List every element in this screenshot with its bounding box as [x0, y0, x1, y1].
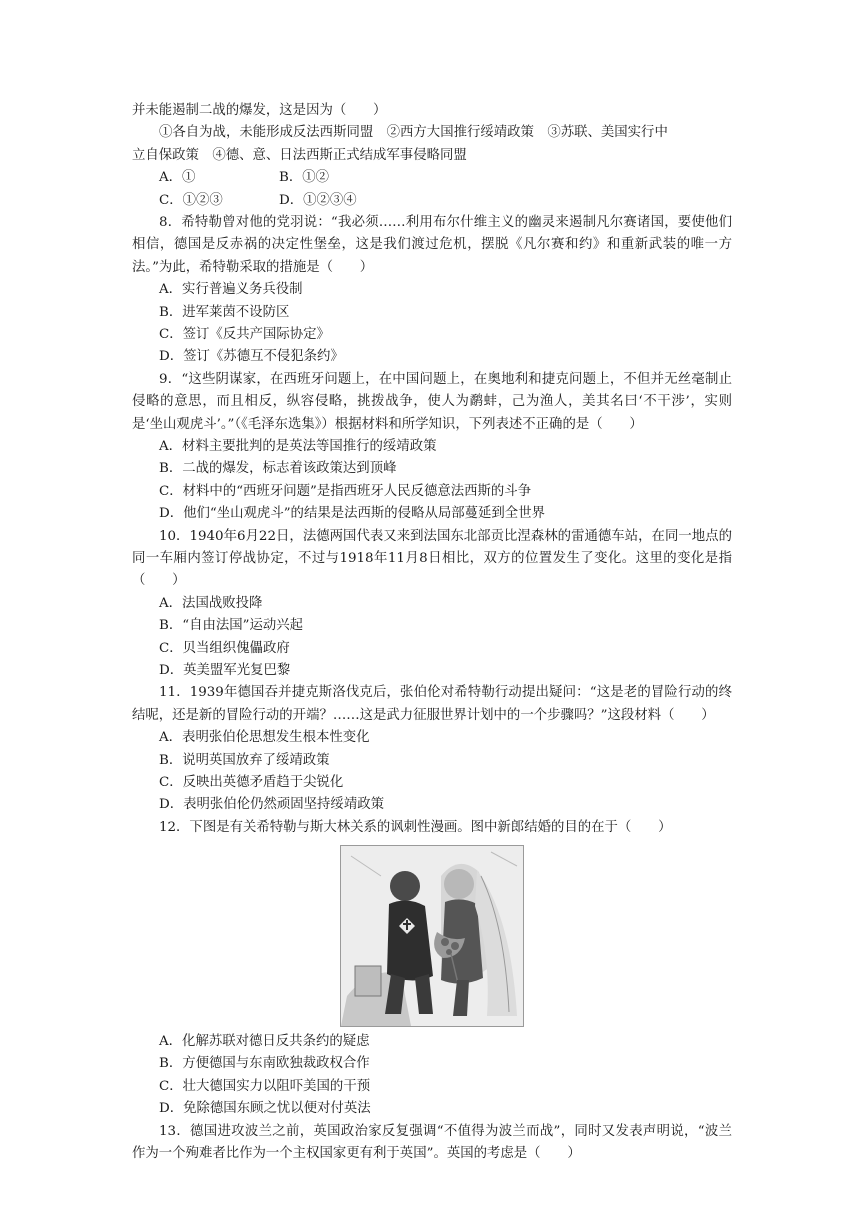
- q9-stem: 9．“这些阴谋家，在西班牙问题上，在中国问题上，在奥地利和捷克问题上，不但并无丝毫制止侵略的意思，而且相反，纵容侵略，挑拨战争，使人为鹬蚌，己为渔人，美其名曰‘不干涉’，实则是‘坐山观虎斗’。”（《毛泽东选集》）根据材料和所学知识，下列表述不正确的是（ ）: [132, 371, 732, 432]
- document-page: [132, 100, 732, 1165]
- q7-stem-tail: 并未能遏制二战的爆发，这是因为（ ）: [132, 103, 387, 118]
- q7-option-a: A．①: [159, 170, 196, 186]
- q9-option-c: C．材料中的“西班牙问题”是指西班牙人民反德意法西斯的斗争: [159, 483, 532, 499]
- q11-option-b: B．说明英国放弃了绥靖政策: [159, 752, 330, 768]
- q7-option-c: C．①②③: [159, 192, 223, 208]
- q9-option-b: B．二战的爆发，标志着该政策达到顶峰: [159, 461, 397, 477]
- q7-option-b: B．①②: [279, 170, 330, 186]
- q13-stem: 13．德国进攻波兰之前，英国政治家反复强调“不值得为波兰而战”，同时又发表声明说，“波兰作为一个殉难者比作为一个主权国家更有利于英国”。英国的考虑是（ ）: [132, 1123, 732, 1162]
- q7-statements-line2: 立自保政策 ④德、意、日法西斯正式结成军事侵略同盟: [132, 147, 467, 163]
- q8-option-b: B．进军莱茵不设防区: [159, 304, 290, 320]
- q11-option-d: D．表明张伯伦仍然顽固坚持绥靖政策: [159, 797, 384, 813]
- q11-stem: 11．1939年德国吞并捷克斯洛伐克后，张伯伦对希特勒行动提出疑问：“这是老的冒险行动的终结呢，还是新的冒险行动的开端？……这是武力征服世界计划中的一个步骤吗？”这段材料（ ）: [132, 685, 732, 723]
- q12-option-d: D．免除德国东顾之忧以便对付英法: [159, 1101, 371, 1117]
- q10-stem: 10．1940年6月22日，法德两国代表又来到法国东北部贡比涅森林的雷通德车站，在同一地点的同一车厢内签订停战协定，不过与1918年11月8日相比，双方的位置发生了变化。这里的变化是指（ ）: [132, 528, 732, 589]
- q7-statements-line1: ①各自为战，未能形成反法西斯同盟 ②西方大国推行绥靖政策 ③苏联、美国实行中: [159, 125, 668, 141]
- q12-option-c: C．壮大德国实力以阻吓美国的干预: [159, 1078, 371, 1094]
- q9-option-d: D．他们“坐山观虎斗”的结果是法西斯的侵略从局部蔓延到全世界: [159, 506, 545, 522]
- q10-option-a: A．法国战败投降: [159, 595, 263, 611]
- q12-stem: 12．下图是有关希特勒与斯大林关系的讽刺性漫画。图中新郎结婚的目的在于（ ）: [159, 819, 672, 835]
- q12-option-a: A．化解苏联对德日反共条约的疑虑: [159, 1034, 370, 1050]
- q12-figure: [132, 845, 732, 1027]
- q10-option-d: D．英美盟军光复巴黎: [159, 662, 291, 678]
- q8-stem: 8．希特勒曾对他的党羽说：“我必须……利用布尔什维主义的幽灵来遏制凡尔赛诸国，要使他们相信，德国是反赤祸的决定性堡垒，这是我们渡过危机，摆脱《凡尔赛和约》和重新武装的唯一方法。”为此，希特勒采取的措施是（ ）: [132, 214, 732, 275]
- q9-option-a: A．材料主要批判的是英法等国推行的绥靖政策: [159, 438, 437, 454]
- q12-option-b: B．方便德国与东南欧独裁政权合作: [159, 1056, 370, 1072]
- cartoon-illustration-icon: [340, 845, 524, 1027]
- q7-options-row1: [132, 167, 732, 189]
- q8-option-a: A．实行普遍义务兵役制: [159, 282, 303, 298]
- q8-option-c: C．签订《反共产国际协定》: [159, 326, 330, 342]
- q11-option-c: C．反映出英德矛盾趋于尖锐化: [159, 774, 344, 790]
- q7-option-d: D．①②③④: [279, 192, 357, 208]
- q7-options-row2: [132, 190, 732, 212]
- q10-option-c: C．贝当组织傀儡政府: [159, 640, 290, 656]
- q8-option-d: D．签订《苏德互不侵犯条约》: [159, 349, 344, 365]
- q11-option-a: A．表明张伯伦思想发生根本性变化: [159, 730, 370, 746]
- q10-option-b: B．“自由法国”运动兴起: [159, 618, 304, 634]
